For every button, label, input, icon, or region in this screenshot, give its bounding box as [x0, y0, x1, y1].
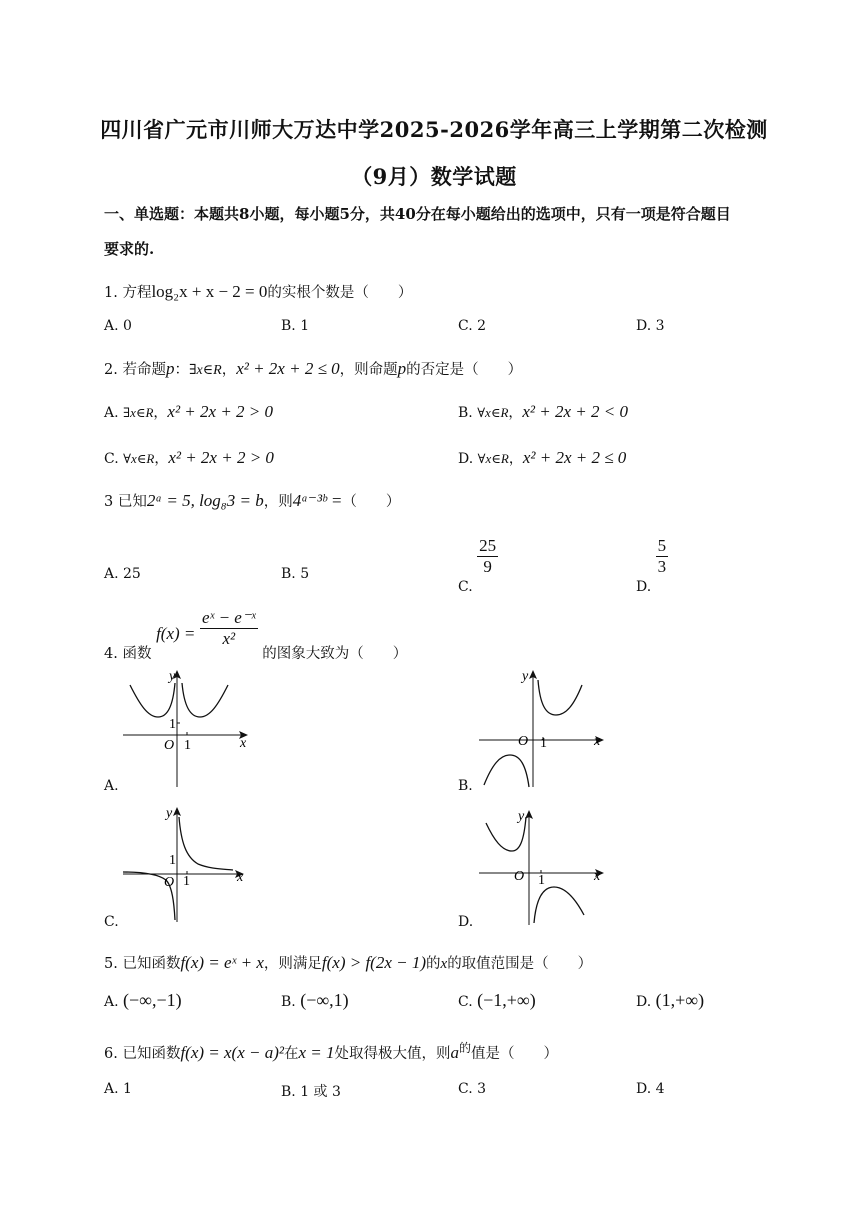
- q4-num: eˣ − e⁻ˣ: [201, 608, 256, 627]
- q6-var: a: [450, 1043, 460, 1062]
- q2-comma: ，: [221, 362, 237, 378]
- q4-graph-c-origin: O: [164, 875, 175, 890]
- q3-option-c-num: 25: [479, 536, 497, 555]
- q2-option-b-label: B.: [458, 405, 473, 421]
- q4-den: x²: [222, 629, 236, 648]
- question-1: [104, 281, 412, 302]
- q5-var: x: [440, 956, 448, 972]
- q4-graph-b-x-one: 1: [540, 736, 547, 751]
- q4-graph-d-x-label: x: [594, 869, 601, 884]
- q5-mid: ，则满足: [263, 956, 322, 972]
- q4-option-a[interactable]: A.: [104, 778, 119, 794]
- q6-option-a[interactable]: A. 1: [104, 1081, 132, 1097]
- question-4: [104, 608, 408, 662]
- q4-option-b[interactable]: B.: [458, 778, 473, 794]
- q5-inequality: f(x) > f(2x − 1): [321, 953, 427, 972]
- q2-option-a-label: A.: [104, 405, 119, 421]
- q1-option-a[interactable]: A. 0: [104, 318, 132, 334]
- q5-option-a[interactable]: [104, 990, 182, 1011]
- q3-option-c-label: C.: [458, 578, 473, 595]
- q1-option-c[interactable]: C. 2: [458, 318, 487, 334]
- q3-prefix: 3 已知: [104, 494, 147, 510]
- q6-option-d[interactable]: D. 4: [636, 1081, 665, 1097]
- q2-option-b-quant: ∀x∈R: [477, 405, 509, 420]
- question-2: [104, 358, 522, 379]
- page-title: 四川省广元市川师大万达中学2025-2026学年高三上学期第二次检测: [100, 117, 768, 142]
- q4-graph-a-origin: O: [164, 738, 175, 753]
- q3-option-c-den: 9: [483, 557, 492, 576]
- q1-prefix: 1. 方程: [104, 285, 152, 301]
- q4-graph-c-y-label: y: [166, 806, 173, 821]
- q4-suffix: 的图象大致为（ ）: [262, 645, 408, 662]
- q2-option-b[interactable]: B. ∀x∈R，x² + 2x + 2 < 0: [458, 402, 628, 421]
- q4-graph-a-y-label: y: [169, 669, 176, 684]
- q2-suffix: 的否定是（ ）: [406, 362, 523, 378]
- q4-fraction: [200, 608, 258, 649]
- q2-option-c-label: C.: [104, 451, 119, 467]
- question-5: [104, 952, 592, 973]
- q4-graph-c-x-one: 1: [183, 874, 190, 889]
- q2-option-d-expr: x² + 2x + 2 ≤ 0: [522, 448, 627, 467]
- q5-option-d-label: D.: [636, 994, 652, 1010]
- q3-suffix: （ ）: [342, 494, 401, 510]
- q5-suffix: 的取值范围是（ ）: [447, 956, 593, 972]
- q3-option-d[interactable]: [636, 536, 668, 595]
- q3-option-d-fraction: [656, 536, 669, 577]
- page-subtitle: （9月）数学试题: [351, 164, 517, 189]
- q4-graph-a-x-label: x: [240, 736, 247, 751]
- q6-de: 的: [459, 1041, 472, 1055]
- q5-mid2: 的: [426, 956, 441, 972]
- q2-inequality: x² + 2x + 2 ≤ 0: [236, 359, 340, 378]
- q4-graph-d: [474, 805, 614, 930]
- q2-option-d-quant: ∀x∈R: [477, 451, 509, 466]
- q4-graph-c-x-label: x: [237, 870, 244, 885]
- q4-graph-b-x-label: x: [594, 734, 601, 749]
- q5-option-d-expr: (1,+∞): [655, 990, 705, 1010]
- q2-prefix: 2. 若命题: [104, 362, 166, 378]
- q6-fx: f(x) = x(x − a)²: [180, 1043, 284, 1062]
- q3-mid: ，则: [263, 494, 293, 510]
- q2-p: p: [165, 359, 175, 378]
- q5-option-b-expr: (−∞,1): [300, 990, 349, 1010]
- q3-option-d-label: D.: [636, 578, 652, 595]
- q2-option-b-expr: x² + 2x + 2 < 0: [522, 402, 628, 421]
- q5-option-a-expr: (−∞,−1): [123, 990, 182, 1010]
- q5-prefix: 5. 已知函数: [104, 956, 181, 972]
- q1-suffix: 的实根个数是（ ）: [267, 285, 413, 301]
- q4-graph-b: [474, 665, 614, 790]
- q2-mid: ，则命题: [339, 362, 398, 378]
- question-3: [104, 490, 400, 511]
- section-header-cont: 要求的.: [104, 240, 155, 258]
- q3-option-a[interactable]: A. 25: [104, 566, 141, 582]
- q4-graph-b-origin: O: [518, 734, 529, 749]
- q5-option-b-label: B.: [281, 994, 296, 1010]
- q2-option-c-quant: ∀x∈R: [123, 451, 155, 466]
- q4-graph-b-y-label: y: [522, 669, 529, 684]
- q5-option-b[interactable]: [281, 990, 349, 1011]
- q2-colon: ：: [174, 362, 189, 378]
- q4-prefix: 4. 函数: [104, 645, 152, 662]
- q5-option-c-expr: (−1,+∞): [477, 990, 536, 1010]
- question-6: [104, 1042, 558, 1063]
- q4-graph-a-y-one: 1: [169, 717, 176, 732]
- q3-option-d-num: 5: [657, 536, 667, 555]
- q5-option-c[interactable]: [458, 990, 536, 1011]
- q3-formula: 2ᵃ = 5, log₈3 = b: [146, 491, 264, 510]
- q6-condition: x = 1: [298, 1043, 335, 1062]
- q1-option-d[interactable]: D. 3: [636, 318, 665, 334]
- q2-option-a-quant: ∃x∈R: [123, 405, 154, 420]
- q3-option-d-den: 3: [657, 557, 667, 576]
- q1-option-b[interactable]: B. 1: [281, 318, 310, 334]
- q4-option-d[interactable]: D.: [458, 914, 474, 930]
- q2-option-a[interactable]: A. ∃x∈R，x² + 2x + 2 > 0: [104, 402, 274, 421]
- q5-option-c-label: C.: [458, 994, 473, 1010]
- q4-fx: f(x) =: [156, 623, 196, 643]
- q2-option-d[interactable]: D. ∀x∈R，x² + 2x + 2 ≤ 0: [458, 448, 627, 467]
- q4-graph-a: [118, 665, 258, 790]
- q4-graph-c: [118, 802, 258, 927]
- q6-mid2: 处取得极大值，则: [334, 1046, 451, 1062]
- q2-option-c-expr: x² + 2x + 2 > 0: [168, 448, 274, 467]
- q6-suffix: 值是（ ）: [471, 1046, 559, 1062]
- q5-fx: f(x) = eˣ + x: [180, 953, 264, 972]
- q4-graph-d-x-one: 1: [538, 873, 545, 888]
- q6-prefix: 6. 已知函数: [104, 1046, 181, 1062]
- q4-graph-a-x-one: 1: [184, 738, 191, 753]
- q4-graph-d-origin: O: [514, 869, 525, 884]
- q4-graph-c-y-one: 1: [169, 853, 176, 868]
- q6-option-b[interactable]: B. 1 或 3: [281, 1084, 341, 1100]
- q2-option-a-expr: x² + 2x + 2 > 0: [167, 402, 274, 421]
- q4-graph-d-y-label: y: [518, 809, 525, 824]
- q2-p2: p: [397, 359, 407, 378]
- q3-option-c-fraction: [477, 536, 498, 577]
- q6-mid: 在: [284, 1046, 299, 1062]
- q3-expr: 4ᵃ⁻³ᵇ =: [292, 491, 343, 510]
- q2-option-c[interactable]: C. ∀x∈R，x² + 2x + 2 > 0: [104, 448, 274, 467]
- q3-option-b[interactable]: B. 5: [281, 566, 310, 582]
- q2-option-d-label: D.: [458, 451, 474, 467]
- q6-option-c[interactable]: C. 3: [458, 1081, 487, 1097]
- q3-option-c[interactable]: [458, 536, 498, 595]
- q1-formula: log₂x + x − 2 = 0: [151, 282, 268, 301]
- q4-option-c[interactable]: C.: [104, 914, 119, 930]
- q5-option-a-label: A.: [104, 994, 119, 1010]
- q5-option-d[interactable]: [636, 990, 704, 1011]
- q2-exists: ∃x∈R: [188, 363, 222, 378]
- section-header: 一、单选题：本题共8小题，每小题5分，共40分在每小题给出的选项中，只有一项是符合题目: [104, 205, 731, 223]
